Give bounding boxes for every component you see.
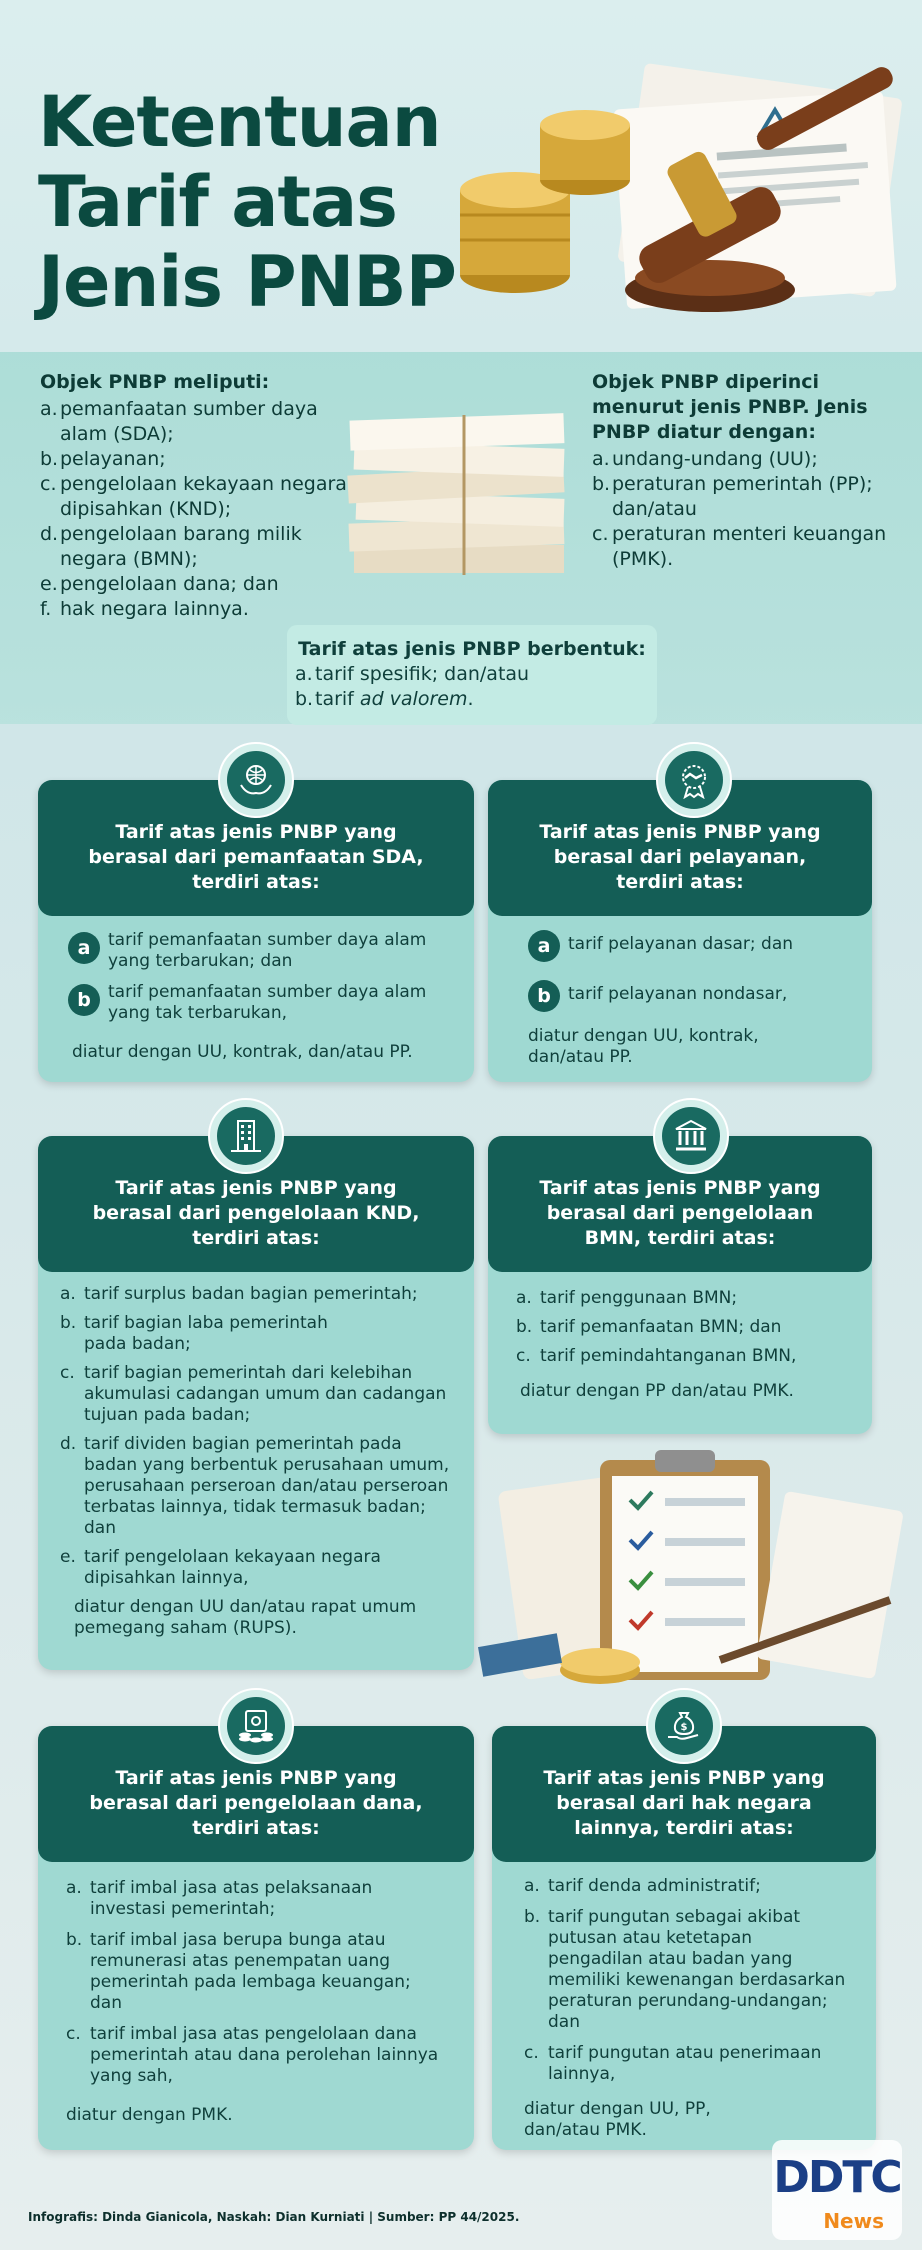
card-dana-badge [218, 1688, 294, 1764]
card-hak-items [524, 1876, 852, 2085]
card-dana-closing: diatur dengan PMK. [66, 2105, 233, 2125]
list-item: b. tarif bagian laba pemerintah pada badan; [60, 1313, 328, 1354]
objek-heading: Objek PNBP meliputi: [40, 371, 270, 393]
list-item: a tarif pelayanan dasar; dan [528, 928, 852, 962]
title-line-3: Jenis PNBP [38, 241, 456, 323]
ddtc-news-logo [772, 2140, 902, 2240]
globe-hands-icon [237, 761, 275, 799]
list-item: a. pemanfaatan sumber daya alam (SDA); [40, 398, 318, 445]
title-line-2: Tarif atas [38, 161, 397, 243]
tarif-bentuk-box [287, 625, 657, 725]
tarif-bentuk-items [295, 662, 657, 712]
card-sda-title: Tarif atas jenis PNBP yang berasal dari pemanfaatan SDA, terdiri atas: [38, 780, 474, 916]
list-item: b tarif pemanfaatan sumber daya alam yang tak terbarukan, [68, 982, 452, 1024]
list-item: a. tarif penggunaan BMN; [516, 1288, 738, 1308]
card-bmn-closing: diatur dengan PP dan/atau PMK. [520, 1381, 794, 1401]
jenis-pnbp-list [592, 370, 892, 572]
objek-pnbp-list [40, 370, 360, 622]
list-item: b tarif pelayanan nondasar, [528, 978, 852, 1012]
card-pelayanan-badge [656, 742, 732, 818]
list-item: b. pelayanan; [40, 448, 166, 470]
card-hak-badge [646, 1688, 722, 1764]
list-item: a tarif pemanfaatan sumber daya alam yang terbarukan; dan [68, 930, 452, 972]
objek-items [40, 397, 360, 622]
card-knd-items [60, 1284, 454, 1589]
card-dana-title: Tarif atas jenis PNBP yang berasal dari pengelolaan dana, terdiri atas: [38, 1726, 474, 1862]
list-item: a. tarif surplus badan bagian pemerintah; [60, 1284, 418, 1304]
jenis-heading: Objek PNBP diperinci menurut jenis PNBP. Jenis PNBP diatur dengan: [592, 371, 868, 443]
title-line-1: Ketentuan [38, 81, 441, 163]
card-bmn [488, 1136, 872, 1434]
list-item: c. tarif bagian pemerintah dari kelebihan akumulasi cadangan umum dan cadangan tujuan pada badan; [60, 1363, 447, 1425]
list-item: d. pengelolaan barang milik negara (BMN); [40, 523, 302, 570]
card-knd-badge [208, 1098, 284, 1174]
paper-stack-illustration [334, 395, 584, 580]
hand-money-bag-icon [665, 1707, 703, 1745]
card-sda-badge [218, 742, 294, 818]
card-hak-closing: diatur dengan UU, PP, dan/atau PMK. [524, 2099, 711, 2140]
list-item: b. tarif ad valorem. [295, 688, 474, 710]
card-pelayanan [488, 780, 872, 1082]
list-item: b. peraturan pemerintah (PP); dan/atau [592, 473, 873, 520]
list-item: a. tarif spesifik; dan/atau [295, 663, 530, 685]
list-item: a. tarif imbal jasa atas pelaksanaan investasi pemerintah; [66, 1878, 373, 1919]
coin-stack-icon [460, 110, 630, 293]
list-item: b. tarif pemanfaatan BMN; dan [516, 1317, 782, 1337]
list-item: b. tarif pungutan sebagai akibat putusan atau ketetapan pengadilan atau badan yang memiliki kewenangan berdasarkan peraturan perundang-undangan; dan [524, 1907, 846, 2032]
list-item: c. tarif imbal jasa atas pengelolaan dana pemerintah atau dana perolehan lainnya yang sah, [66, 2024, 439, 2086]
tarif-bentuk-heading: Tarif atas jenis PNBP berbentuk: [298, 638, 646, 660]
list-item: a. undang-undang (UU); [592, 448, 818, 470]
card-dana [38, 1726, 474, 2150]
card-knd-closing: diatur dengan UU dan/atau rapat umum pemegang saham (RUPS). [74, 1597, 417, 1638]
card-knd [38, 1136, 474, 1670]
logo-brand-text: DDTC [773, 2152, 901, 2203]
card-pelayanan-title: Tarif atas jenis PNBP yang berasal dari pelayanan, terdiri atas: [488, 780, 872, 916]
list-item: e. pengelolaan dana; dan [40, 573, 279, 595]
card-sda-closing: diatur dengan UU, kontrak, dan/atau PP. [72, 1042, 413, 1062]
card-bmn-badge [653, 1098, 729, 1174]
list-item: b. tarif imbal jasa berupa bunga atau remunerasi atas penempatan uang pemerintah pada lembaga keuangan; dan [66, 1930, 411, 2013]
card-dana-items [66, 1878, 444, 2087]
list-item: a. tarif denda administratif; [524, 1876, 761, 1896]
svg-text:$: $ [680, 1722, 688, 1733]
government-building-icon [672, 1117, 710, 1155]
money-stack-icon [237, 1707, 275, 1745]
list-item: c. peraturan menteri keuangan (PMK). [592, 523, 887, 570]
list-item: e. tarif pengelolaan kekayaan negara dipisahkan lainnya, [60, 1547, 381, 1588]
card-hak-negara [492, 1726, 876, 2150]
list-item: d. tarif dividen bagian pemerintah pada badan yang berbentuk perusahaan umum, perusahaan perseroan dan/atau perseroan terbatas lainnya, tidak termasuk badan; dan [60, 1434, 450, 1538]
card-hak-title: Tarif atas jenis PNBP yang berasal dari hak negara lainnya, terdiri atas: [492, 1726, 876, 1862]
gavel-coins-illustration [420, 40, 922, 330]
list-item: f. hak negara lainnya. [40, 598, 249, 620]
checklist-clipboard-illustration [470, 1440, 910, 1700]
handshake-badge-icon [675, 761, 713, 799]
footer-credit: Infografis: Dinda Gianicola, Naskah: Dian Kurniati | Sumber: PP 44/2025. [28, 2210, 520, 2224]
card-sda [38, 780, 474, 1082]
building-icon [227, 1117, 265, 1155]
card-pelayanan-closing: diatur dengan UU, kontrak, dan/atau PP. [528, 1026, 759, 1067]
list-item: c. pengelolaan kekayaan negara dipisahkan (KND); [40, 473, 347, 520]
logo-sub-text: News [823, 2209, 884, 2233]
list-item: c. tarif pemindahtanganan BMN, [516, 1346, 797, 1366]
card-bmn-items [516, 1288, 852, 1367]
card-knd-title: Tarif atas jenis PNBP yang berasal dari pengelolaan KND, terdiri atas: [38, 1136, 474, 1272]
card-bmn-title: Tarif atas jenis PNBP yang berasal dari pengelolaan BMN, terdiri atas: [488, 1136, 872, 1272]
jenis-items [592, 447, 892, 572]
list-item: c. tarif pungutan atau penerimaan lainnya, [524, 2043, 822, 2084]
